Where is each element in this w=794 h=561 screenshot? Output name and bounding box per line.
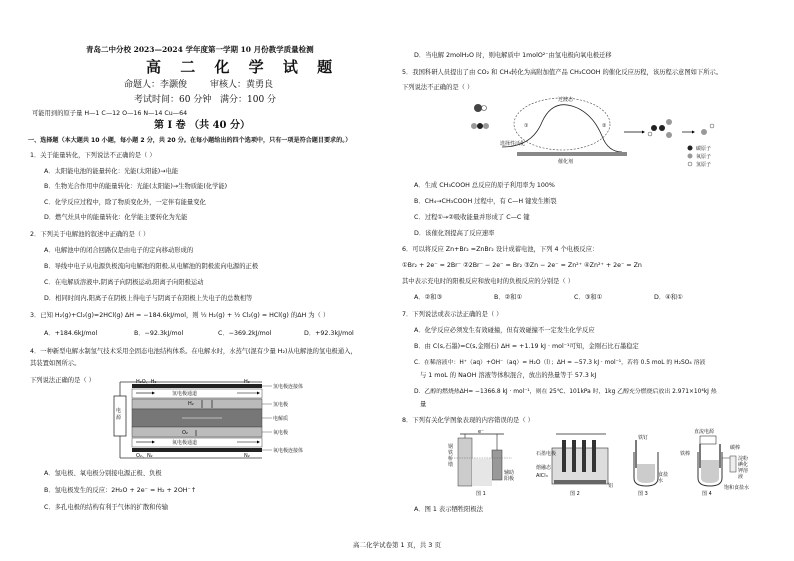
q3-stem: 3．已知 H₂(g)+Cl₂(g)=2HCl(g) ΔH = −184.6kJ/mol，则 ½ H₂(g) + ½ Cl₂(g) = HCl(g) 的ΔH 为（ ） bbox=[30, 312, 330, 319]
q7-option-d-line1: D．乙醇的燃烧热ΔH= −1366.8 kJ · mol⁻¹，则在 25℃、101kPa 时，1kg 乙醇充分燃烧后放出 2.971×10⁴kJ 热 bbox=[414, 389, 717, 395]
q6-option-b: B．②和① bbox=[494, 294, 523, 301]
q7-option-c-line2: 与 1 moL 的 NaOH 溶液等体积混合，放出的热量等于 57.3 kJ bbox=[420, 372, 597, 379]
q2-option-a: A．电解池中的闭合回路仅是由电子的定向移动形成的 bbox=[44, 247, 194, 254]
q8-option-a: A．图 1 表示牺牲阳极法 bbox=[414, 506, 483, 513]
fig2-graphite: 石墨电极 bbox=[536, 451, 557, 457]
atomic-masses: 可能用到的原子量 H—1 C—12 O—16 N—14 Cu—64 bbox=[32, 110, 188, 117]
fig4-brine: 饱和食盐水 bbox=[724, 485, 750, 491]
q5-mechanism-figure bbox=[462, 92, 722, 168]
q6-ask: 其中表示充电时的阳极反应和放电时的负极反应的分别是（ ） bbox=[402, 278, 575, 285]
q5-option-c: C．过程①→②吸收能量并形成了 C—C 键 bbox=[414, 214, 530, 221]
fig4-power: 电源 bbox=[116, 408, 122, 421]
q4-stem-line1: 4．一种新型电解水制氢气技术采用全固态电池结构体系。在电解水时，水蒸气(混有少量 H₂)从电解池的氢电极通入， bbox=[30, 348, 357, 355]
reviewer: 审核人：黄勇良 bbox=[210, 80, 274, 90]
page-footer: 高二化学试卷第 1 页，共 3 页 bbox=[352, 541, 442, 549]
fig2-caption: 图 2 bbox=[570, 491, 580, 497]
fig3-caption: 图 3 bbox=[638, 491, 648, 497]
fig4-carbon-rod: 碳棒 bbox=[730, 445, 741, 451]
q4-ask: 下列说法正确的是（ ） bbox=[30, 377, 95, 384]
fig2-molten: 熔融态 bbox=[536, 465, 552, 471]
q5-legend-c: 碳原子 bbox=[696, 146, 712, 152]
q2-stem: 2．下列关于电解池的叙述中正确的是（ ） bbox=[30, 231, 150, 238]
q8-figure-4 bbox=[674, 428, 764, 498]
fig4-o2-inner: O₂ bbox=[182, 430, 188, 436]
q1-option-a: A．太阳能电池的能量转化：光能(太阳能)→电能 bbox=[44, 168, 179, 175]
q4-stem-line2: 其装置如图所示。 bbox=[30, 360, 81, 367]
fig1-anode: 辅助阳极 bbox=[504, 470, 515, 482]
q3-option-a: A．+184.6kJ/mol bbox=[44, 330, 98, 337]
fig4-conn-bot: 氧电极连接体 bbox=[273, 448, 304, 454]
fig2-alcl3: AlCl₃ bbox=[536, 473, 548, 479]
q3-option-c: C．−369.2kJ/mol bbox=[218, 330, 272, 337]
q6-stem: 6．可以将反应 Zn+Br₂ =ZnBr₂ 设计成蓄电池，下列 4 个电极反应： bbox=[402, 246, 599, 253]
fig4-electrolyte: 电解质 bbox=[273, 416, 289, 422]
q1-option-b: B．生物光合作用中的能量转化：光能(太阳能)→生物质能(化学能) bbox=[44, 183, 228, 190]
q5-option-d: D．该催化剂提高了反应速率 bbox=[414, 230, 495, 237]
q3-option-d: D．+92.3kJ/mol bbox=[304, 330, 354, 337]
q4-electrolysis-figure bbox=[112, 378, 312, 464]
fig4-o-channel: 氧电极通道 bbox=[172, 440, 198, 446]
q5-option-b: B．CH₄→CH₃COOH 过程中，有 C—H 键发生断裂 bbox=[414, 198, 557, 205]
q7-option-d-line2: 量 bbox=[420, 401, 427, 408]
fig4-dc-source: 直流电源 bbox=[694, 429, 715, 435]
fig1-pier: 钢铁桥墩 bbox=[448, 444, 454, 468]
school-header: 青岛二中分校 2023—2024 学年度第一学期 10 月份教学质量检测 bbox=[86, 45, 314, 54]
q4-option-b: B．氢电极发生的反应：2H₂O + 2e⁻ = H₂ + 2OH⁻↑ bbox=[44, 487, 197, 494]
author: 命题人：李灏俊 bbox=[124, 80, 188, 90]
q8-stem: 8．下列有关化学图象表现的内容错误的是（ ） bbox=[402, 417, 534, 424]
q5-stem: 5．我国科研人员提出了由 CO₂ 和 CH₄转化为高附加值产品 CH₃COOH 的催化反应历程，该历程示意图如下所示。 bbox=[402, 69, 723, 76]
q6-option-a: A．②和③ bbox=[414, 294, 443, 301]
q5-transition-label: 过渡态 bbox=[558, 97, 574, 103]
fig4-o-elec: 氧电极 bbox=[273, 430, 289, 436]
q4-option-a: A．氢电极、氧电极分别接电源正极、负极 bbox=[44, 470, 162, 477]
fig4-n2-label: N₂ bbox=[244, 453, 250, 459]
fig1-caption: 图 1 bbox=[476, 491, 486, 497]
fig4-o2-n2-label: O₂、N₂ bbox=[136, 453, 153, 459]
q4-option-c: C．多孔电极的结构有利于气体的扩散和传输 bbox=[44, 504, 169, 511]
q7-option-a: A．化学反应必须发生有效碰撞，但有效碰撞不一定发生化学反应 bbox=[414, 327, 595, 334]
q7-option-c-line1: C．在稀溶液中：H⁺（aq）+OH⁻（aq）= H₂O（l）；ΔH = −57.3 kJ · mol⁻¹，若将 0.5 moL 的 H₂SO₄ 溶液 bbox=[414, 360, 706, 366]
fig4-ki-starch: 淀粉碘化钾溶液 bbox=[738, 456, 749, 480]
fig3-nail: 铁钉 bbox=[638, 435, 649, 441]
exam-time: 考试时间：60 分钟 bbox=[134, 95, 212, 105]
q2-option-c: C．在电解质溶液中,阴离子向阴极运动,阳离子向阳极运动 bbox=[44, 279, 204, 286]
q2-option-d: D．相同时间内,阳离子在阴极上得电子与阴离子在阳极上失电子的总数相等 bbox=[44, 295, 253, 302]
q6-option-d: D．④和① bbox=[654, 294, 683, 301]
fig4-caption: 图 4 bbox=[702, 491, 712, 497]
fig4-h-elec: 氢电极 bbox=[273, 402, 289, 408]
q4-option-d: D．当电解 2molH₂O 时，则电解质中 1molO²⁻由氢电极向氧电极迁移 bbox=[414, 52, 612, 59]
section-title: 第 I 卷 （共 40 分） bbox=[154, 120, 251, 131]
q8-figure-3 bbox=[624, 428, 668, 498]
q5-step1: ① bbox=[524, 123, 529, 129]
page-title: 高 二 化 学 试 题 bbox=[146, 58, 340, 76]
fig4-h-channel: 氢电极通道 bbox=[172, 391, 198, 397]
fig1-electron: e⁻ bbox=[478, 429, 484, 435]
fig3-saltwater: 食盐水 bbox=[658, 472, 669, 484]
fig4-h2-label: H₂ bbox=[244, 379, 250, 385]
q5-ask: 下列说法不正确的是（ ） bbox=[402, 84, 474, 91]
q8-figure-2 bbox=[536, 428, 616, 498]
q5-legend-h: 氢原子 bbox=[696, 162, 712, 168]
q1-stem: 1．关于能量转化，下列说法不正确的是（ ） bbox=[30, 152, 156, 159]
q7-stem: 7．下列说法或表示法正确的是（ ） bbox=[402, 311, 503, 318]
q8-figure-1 bbox=[448, 428, 518, 498]
q5-legend-o: 氧原子 bbox=[696, 154, 712, 160]
q6-equations: ①Br₂ + 2e⁻ = 2Br⁻ ②2Br⁻ − 2e⁻ = Br₂ ③Zn − 2e⁻ = Zn²⁺ ④Zn²⁺ + 2e⁻ = Zn bbox=[402, 262, 642, 269]
q3-option-b: B．−92.3kJ/mol bbox=[134, 330, 184, 337]
q6-option-c: C．③和① bbox=[574, 294, 603, 301]
fig4-h2o-h2-label: H₂O、H₂ bbox=[136, 379, 157, 385]
q2-option-b: B．导线中电子从电源负极流向电解池的阳极,从电解池的阴极流向电源的正极 bbox=[44, 263, 259, 270]
section-instruction: 一、选择题（本大题共 10 小题，每小题 2 分，共 20 分。在每小题给出的四个选项中，只有一项是符合题目要求的。） bbox=[28, 137, 352, 144]
q5-catalyst-label: 选择性活化 bbox=[500, 141, 526, 147]
q1-option-d: D．燃气灶具中的能量转化：化学能主要转化为光能 bbox=[44, 214, 188, 221]
fig4-conn-top: 氢电极连接体 bbox=[273, 384, 304, 390]
q7-option-b: B．由 C(s,石墨)=C(s,金刚石) ΔH = +1.19 kJ · mol⁻¹可知，金刚石比石墨稳定 bbox=[414, 343, 639, 350]
q1-option-c: C．化学反应过程中，除了物质变化外，一定伴有能量变化 bbox=[44, 199, 206, 206]
q5-option-a: A．生成 CH₃COOH 总反应的原子利用率为 100% bbox=[414, 182, 555, 189]
fig2-al: 铝 bbox=[608, 483, 614, 489]
fig4-h2-inner: H₂ bbox=[188, 401, 194, 407]
fig4-iron-rod: 铁棒 bbox=[680, 451, 691, 457]
q5-cat2-label: 催化剂 bbox=[558, 159, 574, 165]
q5-step2: ② bbox=[602, 123, 607, 129]
full-score: 满分：100 分 bbox=[220, 95, 277, 105]
